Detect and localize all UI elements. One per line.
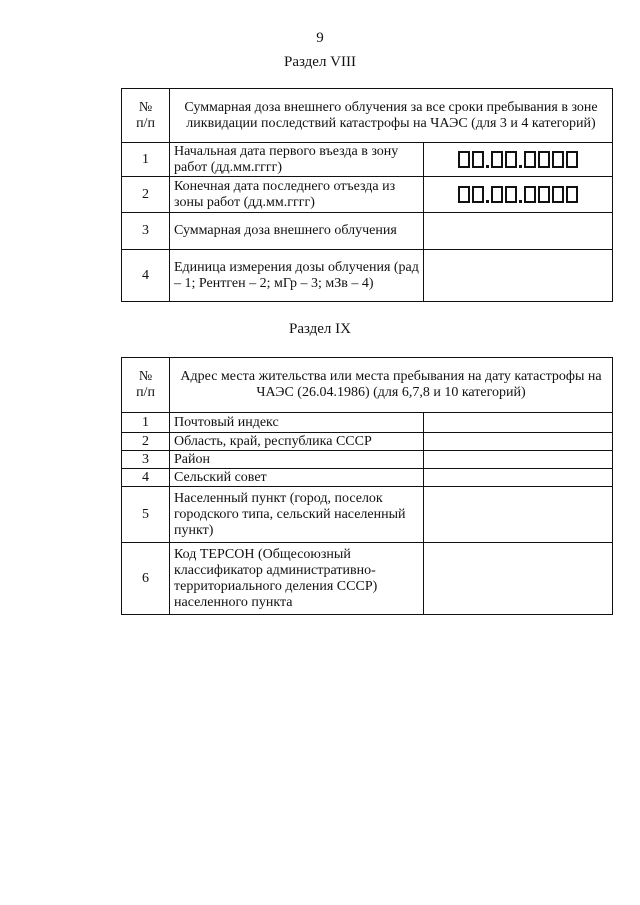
digit-box[interactable] — [552, 151, 564, 168]
row-label: Район — [170, 451, 424, 469]
digit-box[interactable] — [472, 151, 484, 168]
row-label: Единица измерения дозы облучения (рад – 1; Рентген – 2; мГр – 3; мЗв – 4) — [170, 250, 424, 302]
row-label: Начальная дата первого въезда в зону работ (дд.мм.гггг) — [170, 143, 424, 177]
digit-box[interactable] — [472, 186, 484, 203]
digit-box[interactable] — [491, 151, 503, 168]
row-number: 3 — [122, 213, 170, 250]
date-separator-dot — [486, 165, 489, 168]
row-number: 5 — [122, 487, 170, 543]
header-number-cell — [122, 89, 170, 143]
header-title-cell — [170, 358, 613, 413]
section-8-title: Раздел VIII — [284, 54, 356, 70]
value-field[interactable] — [424, 543, 613, 615]
value-field[interactable] — [424, 413, 613, 433]
row-label: Область, край, республика СССР — [170, 433, 424, 451]
digit-box[interactable] — [524, 186, 536, 203]
table-row — [122, 543, 613, 615]
table-row — [122, 143, 613, 177]
digit-box[interactable] — [566, 151, 578, 168]
row-number: 4 — [122, 469, 170, 487]
date-separator-dot — [519, 200, 522, 203]
section-8-table — [121, 88, 613, 302]
header-title-cell — [170, 89, 613, 143]
row-number: 1 — [122, 413, 170, 433]
digit-box[interactable] — [458, 186, 470, 203]
digit-box[interactable] — [458, 151, 470, 168]
row-label: Почтовый индекс — [170, 413, 424, 433]
row-label: Суммарная доза внешнего облучения — [170, 213, 424, 250]
date-separator-dot — [486, 200, 489, 203]
row-number: 2 — [122, 177, 170, 213]
row-label: Код ТЕРСОН (Общесоюзный классификатор административно-территориального деления СССР) населенного пункта — [170, 543, 424, 615]
table-row — [122, 469, 613, 487]
table-row — [122, 433, 613, 451]
row-label: Населенный пункт (город, поселок городского типа, сельский населенный пункт) — [170, 487, 424, 543]
table-row — [122, 213, 613, 250]
digit-box[interactable] — [566, 186, 578, 203]
value-field[interactable] — [424, 213, 613, 250]
table-row — [122, 487, 613, 543]
row-label: Конечная дата последнего отъезда из зоны работ (дд.мм.гггг) — [170, 177, 424, 213]
digit-box[interactable] — [524, 151, 536, 168]
row-number: 6 — [122, 543, 170, 615]
header-number-cell — [122, 358, 170, 413]
value-field[interactable] — [424, 177, 613, 213]
digit-box[interactable] — [552, 186, 564, 203]
digit-box[interactable] — [538, 186, 550, 203]
date-separator-dot — [519, 165, 522, 168]
value-field[interactable] — [424, 451, 613, 469]
table-row — [122, 250, 613, 302]
section-9-title: Раздел IX — [288, 321, 351, 337]
row-number: 4 — [122, 250, 170, 302]
value-field[interactable] — [424, 487, 613, 543]
digit-box[interactable] — [538, 151, 550, 168]
table-row — [122, 177, 613, 213]
value-field[interactable] — [424, 143, 613, 177]
header-number: № п/п — [136, 99, 155, 131]
table-row — [122, 451, 613, 469]
header-number: № п/п — [136, 369, 155, 400]
header-title: Адрес места жительства или места пребывания на дату катастрофы на ЧАЭС (26.04.1986) (для 6,7,8 и 10 категорий) — [180, 369, 602, 400]
row-label: Сельский совет — [170, 469, 424, 487]
date-input-boxes[interactable] — [428, 151, 608, 168]
table-row — [122, 413, 613, 433]
digit-box[interactable] — [505, 151, 517, 168]
date-input-boxes[interactable] — [428, 186, 608, 203]
row-number: 1 — [122, 143, 170, 177]
digit-box[interactable] — [505, 186, 517, 203]
header-title: Суммарная доза внешнего облучения за все сроки пребывания в зоне ликвидации последствий катастрофы на ЧАЭС (для 3 и 4 категорий) — [184, 99, 598, 131]
value-field[interactable] — [424, 250, 613, 302]
value-field[interactable] — [424, 433, 613, 451]
row-number: 2 — [122, 433, 170, 451]
page-number: 9 — [316, 30, 324, 46]
value-field[interactable] — [424, 469, 613, 487]
row-number: 3 — [122, 451, 170, 469]
section-9-table — [121, 357, 613, 615]
digit-box[interactable] — [491, 186, 503, 203]
